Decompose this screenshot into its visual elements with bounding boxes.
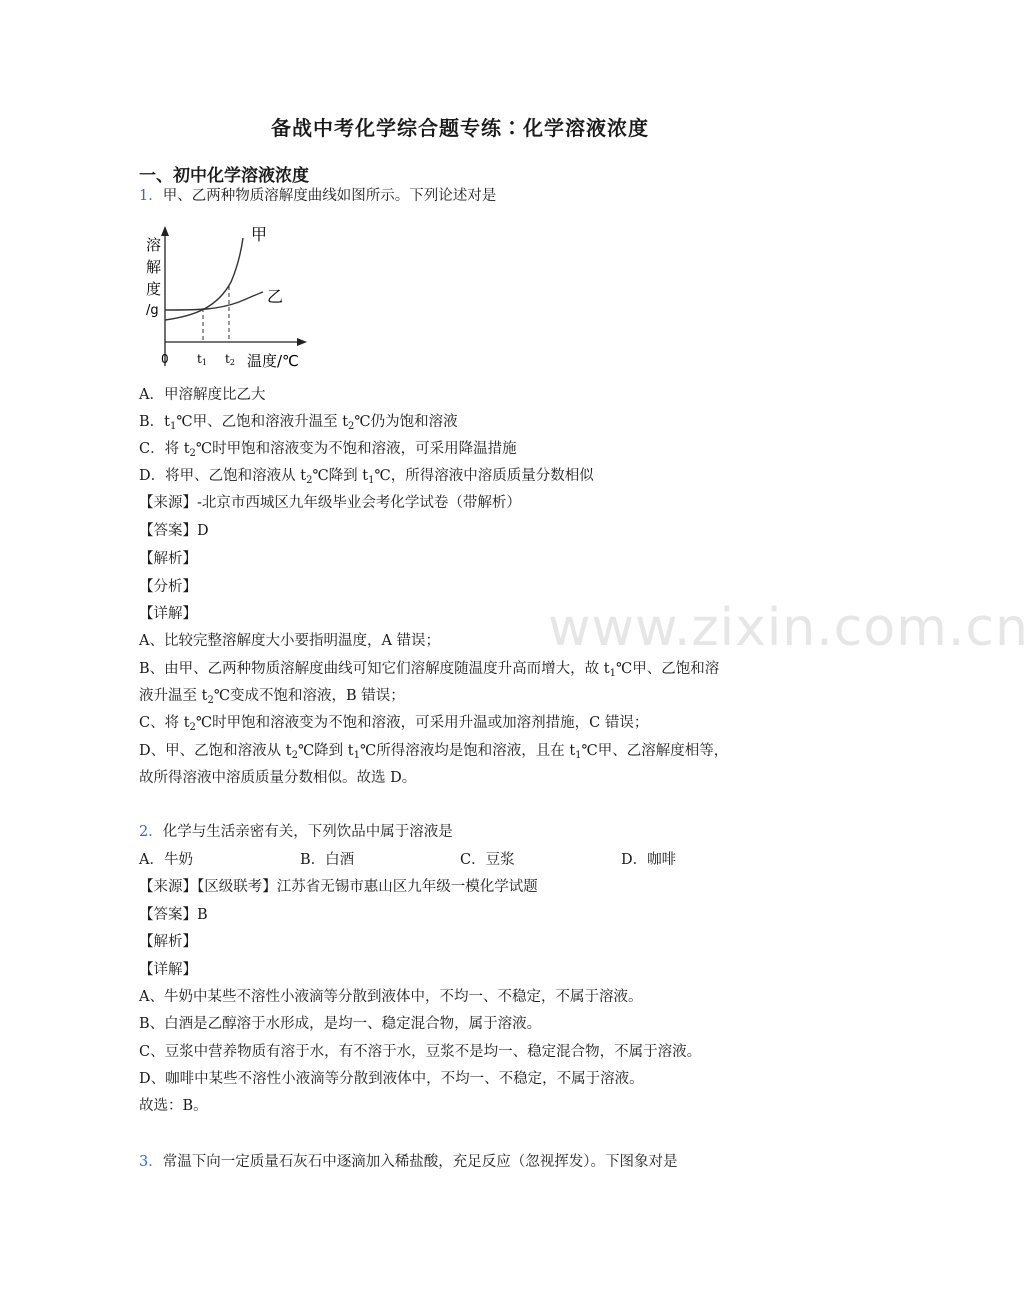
question-1-stem — [139, 186, 496, 206]
q2-option-d: D．咖啡 — [621, 852, 677, 868]
detail-heading: 【详解】 — [139, 606, 197, 622]
question-text: 甲、乙两种物质溶解度曲线如图所示。下列论述对是 — [162, 188, 497, 204]
q2-option-a: A．牛奶 — [139, 852, 193, 868]
q2-explanation-a: A、牛奶中某些不溶性小液滴等分散到液体中，不均一、不稳定，不属于溶液。 — [139, 989, 643, 1005]
y-label-4: /g — [146, 303, 159, 318]
question-2-stem — [139, 822, 453, 842]
question-3-stem — [139, 1152, 677, 1172]
q2-explanation-b: B、白酒是乙醇溶于水形成，是均一、稳定混合物，属于溶液。 — [139, 1016, 542, 1032]
explanation-b-1: B、由甲、乙两种物质溶解度曲线可知它们溶解度随温度升高而增大，故 $t_1℃$甲、乙饱和溶 — [139, 661, 720, 679]
y-axis-arrow — [161, 226, 169, 236]
q2-explanation-c: C、豆浆中营养物质有溶于水，有不溶于水，豆浆不是均一、稳定混合物，不属于溶液。 — [139, 1044, 702, 1060]
question-number: 1． — [139, 188, 163, 204]
source-line: 【来源】-北京市西城区九年级毕业会考化学试卷（带解析） — [139, 495, 521, 511]
curve-jia — [165, 238, 243, 320]
analysis-heading: 【解析】 — [139, 551, 197, 567]
q2-option-c: C．豆浆 — [460, 852, 515, 868]
question-text: 化学与生活亲密有关，下列饮品中属于溶液是 — [162, 824, 453, 840]
page-title: 备战中考化学综合题专练∶化学溶液浓度 — [271, 116, 649, 140]
explanation-b-2: 液升温至 $t_2℃$变成不饱和溶液，B 错误； — [139, 688, 405, 706]
explanation-d-1: D、甲、乙饱和溶液从 $t_2℃$降到 $t_1℃$所得溶液均是饱和溶液，且在 $t_1℃$甲、乙溶解度相等， — [139, 743, 729, 761]
q2-conclusion: 故选：B。 — [139, 1098, 208, 1114]
answer-line: 【答案】D — [139, 523, 209, 539]
watermark: www.zixin.com.cn — [548, 598, 1029, 658]
option-c: C．将 $t_2℃$时甲饱和溶液变为不饱和溶液，可采用降温措施 — [139, 441, 517, 459]
question-number: 2． — [139, 824, 163, 840]
y-label-3: 度 — [146, 280, 162, 298]
section-heading: 一、初中化学溶液浓度 — [139, 166, 309, 186]
explanation-d-2: 故所得溶液中溶质质量分数相似。故选 D。 — [139, 770, 417, 786]
y-label-1: 溶 — [146, 236, 162, 254]
q2-detail-heading: 【详解】 — [139, 962, 197, 978]
y-label-2: 解 — [146, 258, 162, 276]
solubility-graph — [139, 224, 309, 374]
t1-label: t1 — [197, 352, 207, 367]
explanation-c: C、将 $t_2℃$时甲饱和溶液变为不饱和溶液，可采用升温或加溶剂措施，C 错误； — [139, 715, 649, 733]
fenxi-heading: 【分析】 — [139, 579, 197, 595]
origin-label: 0 — [161, 352, 169, 366]
x-axis-arrow — [297, 338, 307, 346]
question-number: 3． — [139, 1154, 163, 1170]
option-a: A．甲溶解度比乙大 — [139, 387, 266, 403]
x-axis-label: 温度/℃ — [247, 352, 299, 370]
option-d: D．将甲、乙饱和溶液从 $t_2℃$降到 $t_1℃$，所得溶液中溶质质量分数相似 — [139, 468, 594, 486]
t2-label: t2 — [225, 352, 235, 367]
q2-analysis-heading: 【解析】 — [139, 934, 197, 950]
explanation-a: A、比较完整溶解度大小要指明温度，A 错误； — [139, 633, 441, 649]
q2-explanation-d: D、咖啡中某些不溶性小液滴等分散到液体中，不均一、不稳定，不属于溶液。 — [139, 1071, 644, 1087]
q2-option-b: B．白酒 — [300, 852, 355, 868]
option-b: B．$t_1℃$甲、乙饱和溶液升温至 $t_2℃$仍为饱和溶液 — [139, 414, 458, 432]
curve-yi-label: 乙 — [267, 287, 284, 306]
curve-jia-label: 甲 — [251, 225, 268, 244]
question-text: 常温下向一定质量石灰石中逐滴加入稀盐酸，充足反应（忽视挥发）。下图象对是 — [162, 1154, 678, 1170]
q2-source-line: 【来源】【区级联考】江苏省无锡市惠山区九年级一模化学试题 — [139, 879, 538, 895]
q2-answer-line: 【答案】B — [139, 907, 208, 923]
curve-yi — [165, 292, 263, 310]
